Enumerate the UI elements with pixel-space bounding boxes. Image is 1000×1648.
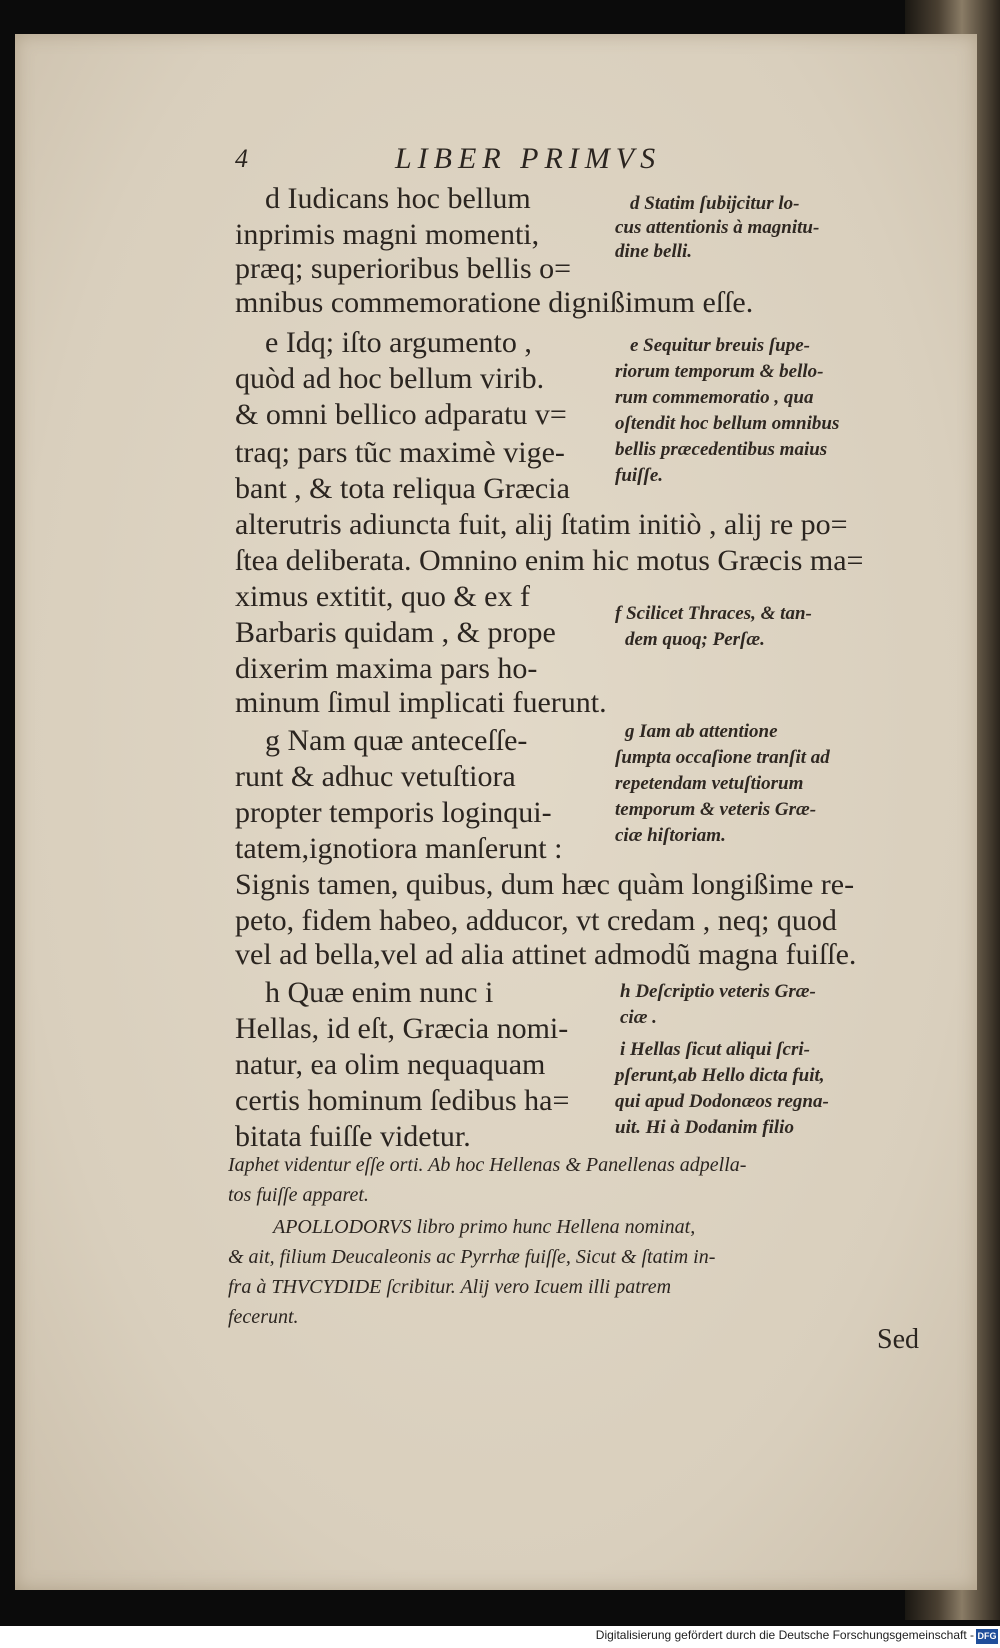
main-text-line: alterutris adiuncta fuit, alij ſtatim initiò , alij re po= [235,508,848,541]
side-note-line: riorum temporum & bello- [615,361,824,382]
side-note-line: oſtendit hoc bellum omnibus [615,413,840,434]
main-text-line: Signis tamen, quibus, dum hæc quàm longißime re- [235,868,855,901]
main-text-line: h Quæ enim nunc i [265,976,494,1009]
catchword: Sed [877,1324,919,1355]
footnote-line: fecerunt. [228,1306,299,1328]
side-note-line: qui apud Dodonæos regna- [615,1091,829,1112]
dfg-logo-icon: DFG [976,1629,998,1644]
side-note-line: h Deſcriptio veteris Græ- [620,981,816,1002]
side-note-line: pſerunt,ab Hello dicta fuit, [615,1065,825,1086]
side-note-line: repetendam vetuſtiorum [615,773,804,794]
footnote-line: tos fuiſſe apparet. [228,1184,369,1206]
side-note-line: ciæ hiſtoriam. [615,825,726,846]
side-note-line: bellis præcedentibus maius [615,439,828,460]
main-text-line: runt & adhuc vetuſtiora [235,760,516,793]
side-note-line: ciæ . [620,1007,657,1028]
main-text-line: inprimis magni momenti, [235,218,540,251]
main-text-line: dixerim maxima pars ho- [235,652,538,685]
main-text-line: minum ſimul implicati fuerunt. [235,686,607,719]
main-text-line: tatem,ignotiora manſerunt : [235,832,563,865]
main-text-line: g Nam quæ anteceſſe- [265,724,528,757]
main-text-line: bitata fuiſſe videtur. [235,1120,471,1153]
side-note-line: temporum & veteris Græ- [615,799,817,820]
footer-credit-text: Digitalisierung gefördert durch die Deutsche Forschungsgemeinschaft - [595,1628,974,1642]
footnote-line: fra à THVCYDIDE ſcribitur. Alij vero Icuem illi patrem [228,1276,672,1298]
main-text-line: ſtea deliberata. Omnino enim hic motus Græcis ma= [235,544,864,577]
main-text-line: natur, ea olim nequaquam [235,1048,546,1081]
main-text-line: præq; superioribus bellis o= [235,252,572,285]
main-text-line: ximus extitit, quo & ex f [235,580,530,613]
main-text-line: & omni bellico adparatu v= [235,398,567,431]
side-note-line: ſumpta occaſione tranſit ad [615,747,830,768]
main-text-line: e Idq; iſto argumento , [265,326,532,359]
book-page [15,34,977,1590]
main-text-line: d Iudicans hoc bellum [265,182,531,215]
main-text-line: quòd ad hoc bellum virib. [235,362,545,395]
footnote-line: APOLLODORVS libro primo hunc Hellena nominat, [273,1216,696,1238]
main-text-line: traq; pars tũc maximè vige- [235,436,565,469]
footnote-line: & ait, filium Deucaleonis ac Pyrrhæ fuiſſe, Sicut & ſtatim in- [228,1246,716,1268]
side-note-line: i Hellas ſicut aliqui ſcri- [620,1039,810,1060]
side-note-line: d Statim ſubijcitur lo- [630,193,800,214]
main-text-line: Hellas, id eſt, Græcia nomi- [235,1012,569,1045]
page-number: 4 [235,144,248,173]
main-text-line: certis hominum ſedibus ha= [235,1084,570,1117]
side-note-line: rum commemoratio , qua [615,387,814,408]
side-note-line: g Iam ab attentione [625,721,778,742]
main-text-line: bant , & tota reliqua Græcia [235,472,570,505]
side-note-line: e Sequitur breuis ſupe- [630,335,810,356]
main-text-line: Barbaris quidam , & prope [235,616,556,649]
side-note-line: uit. Hi à Dodanim filio [615,1117,794,1138]
side-note-line: dine belli. [615,241,693,262]
main-text-line: peto, fidem habeo, adducor, vt credam , neq; quod [235,904,837,937]
main-text-line: vel ad bella,vel ad alia attinet admodũ magna fuiſſe. [235,938,857,971]
main-text-line: mnibus commemoratione dignißimum eſſe. [235,286,754,319]
side-note-line: dem quoq; Perſæ. [625,629,765,650]
main-text-line: propter temporis loginqui- [235,796,552,829]
side-note-line: f Scilicet Thraces, & tan- [615,603,812,624]
running-head: LIBER PRIMVS [395,142,662,175]
side-note-line: fuiſſe. [615,465,664,486]
footnote-line: Iaphet videntur eſſe orti. Ab hoc Hellenas & Panellenas adpella- [228,1154,747,1176]
digitization-footer [0,1626,1000,1648]
side-note-line: cus attentionis à magnitu- [615,217,820,238]
